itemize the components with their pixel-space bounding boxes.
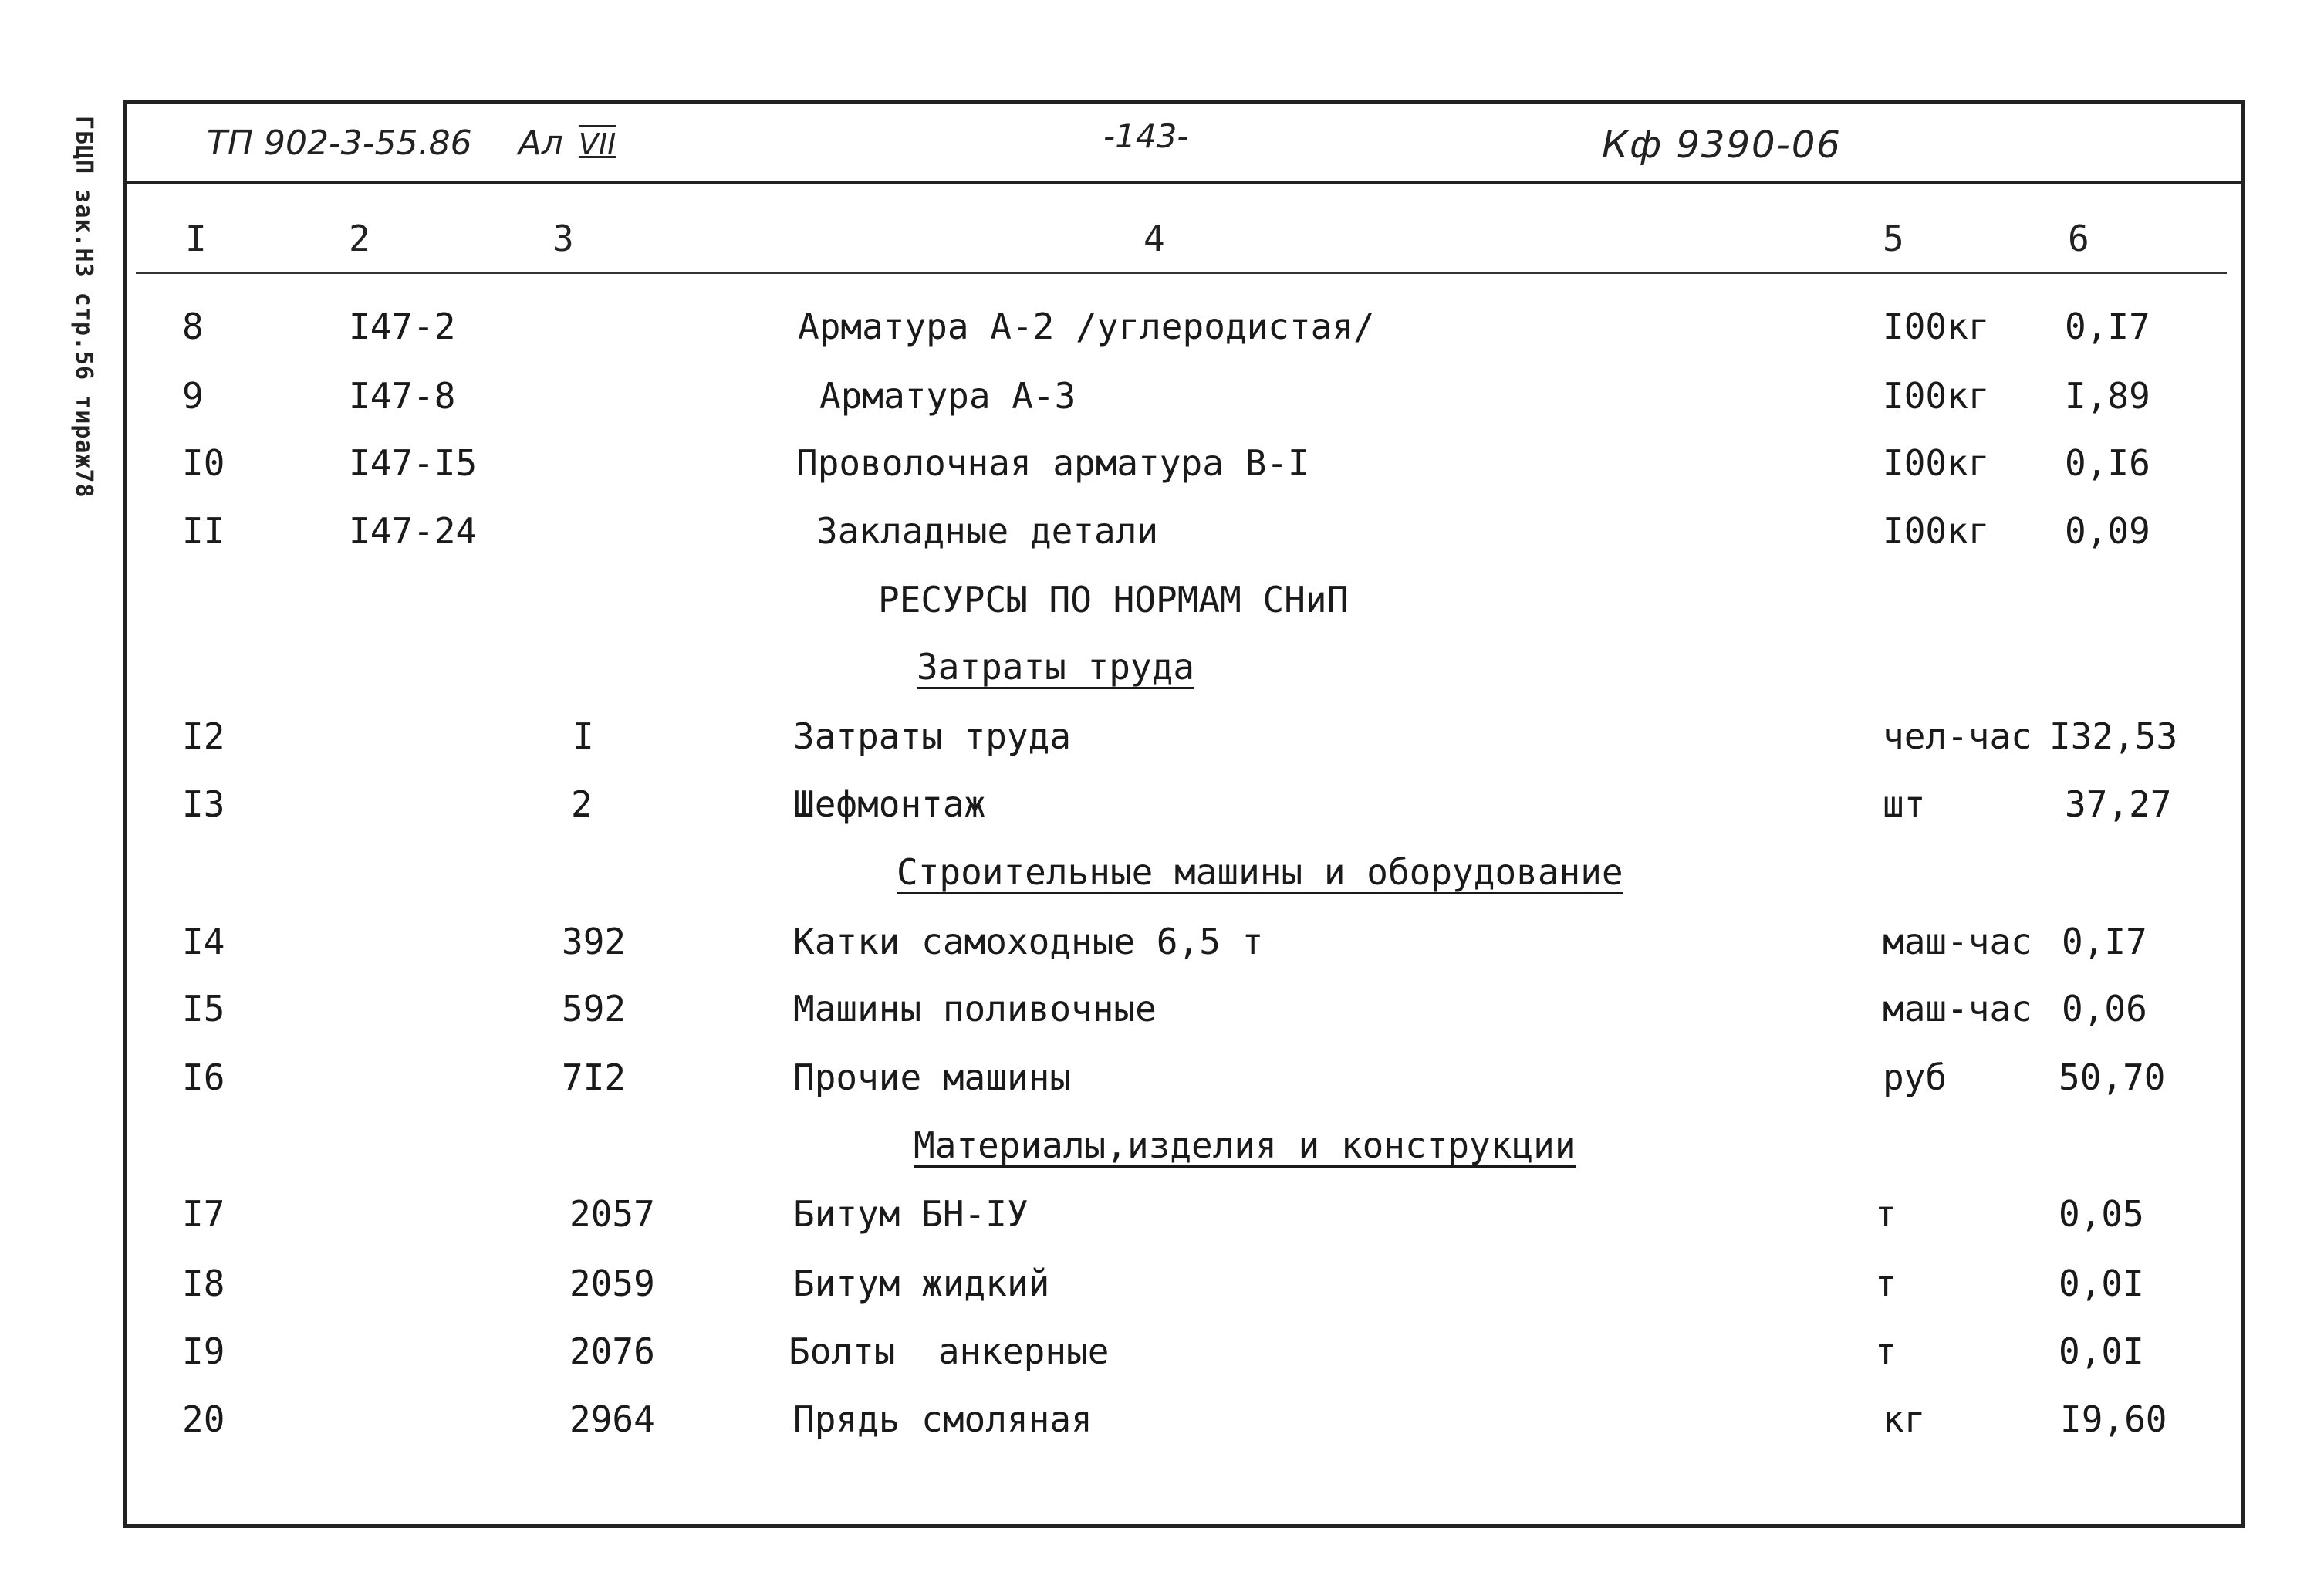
row-number: 9: [182, 375, 204, 417]
doc-code: ТП 902-3-55.86: [207, 123, 472, 163]
row-qty: I32,53: [2049, 715, 2178, 757]
row-qty: 0,0I: [2059, 1263, 2144, 1304]
row-number: II: [182, 510, 225, 552]
section-resources: [0, 569, 2324, 631]
row-number: I2: [182, 715, 225, 757]
section-labor-title: Затраты труда: [917, 646, 1195, 688]
row-number: 20: [182, 1398, 225, 1440]
table-row: [0, 773, 2324, 835]
row-unit: т: [1875, 1331, 1897, 1372]
row-code: I47-8: [349, 375, 456, 417]
column-header-6: 6: [2068, 218, 2089, 259]
page-number: -143-: [1103, 117, 1189, 155]
row-unit: I00кг: [1883, 442, 1990, 484]
row-name: Болты анкерные: [789, 1331, 1110, 1372]
row-name: Арматура А-2 /углеродистая/: [798, 306, 1375, 347]
table-row: [0, 296, 2324, 357]
row-qty: 0,I6: [2065, 442, 2150, 484]
row-qty: I,89: [2065, 375, 2150, 417]
column-header-divider: [136, 272, 2227, 274]
row-qty: 0,I7: [2065, 306, 2150, 347]
table-row: [0, 500, 2324, 562]
row-number: I3: [182, 783, 225, 825]
row-unit: I00кг: [1883, 510, 1990, 552]
table-row: [0, 1183, 2324, 1245]
table-row: [0, 365, 2324, 427]
table-row: [0, 1047, 2324, 1108]
table-row: [0, 911, 2324, 972]
row-resource-code: 2: [571, 783, 593, 825]
table-row: [0, 1320, 2324, 1382]
album-label: Ал: [518, 123, 563, 163]
row-qty: 50,70: [2059, 1057, 2166, 1098]
table-row: [0, 432, 2324, 494]
row-code: I47-I5: [349, 442, 478, 484]
row-number: 8: [182, 306, 204, 347]
row-unit: I00кг: [1883, 375, 1990, 417]
column-header-2: 2: [349, 218, 370, 259]
table-row: [0, 1388, 2324, 1450]
row-number: I7: [182, 1193, 225, 1235]
row-name: Битум жидкий: [793, 1263, 1050, 1304]
section-labor: [0, 636, 2324, 698]
row-name: Прочие машины: [793, 1057, 1072, 1098]
column-header-5: 5: [1883, 218, 1904, 259]
row-name: Шефмонтаж: [793, 783, 986, 825]
side-stamp-text: ГБЦП зак.Н3 стр.56 тираж78: [70, 116, 97, 499]
row-name: Закладные детали: [816, 510, 1159, 552]
row-qty: I9,60: [2060, 1398, 2167, 1440]
row-number: I5: [182, 988, 225, 1030]
album-number: VII: [578, 127, 616, 161]
doc-code-block: [207, 123, 616, 163]
row-qty: 0,05: [2059, 1193, 2144, 1235]
row-number: I4: [182, 921, 225, 962]
row-unit: I00кг: [1883, 306, 1990, 347]
row-resource-code: 392: [562, 921, 627, 962]
row-name: Арматура А-3: [819, 375, 1076, 417]
row-name: Машины поливочные: [793, 988, 1157, 1030]
section-materials-title: Материалы,изделия и конструкции: [914, 1124, 1576, 1166]
row-number: I0: [182, 442, 225, 484]
row-unit: маш-час: [1883, 921, 2032, 962]
section-machines-title: Строительные машины и оборудование: [897, 851, 1623, 893]
row-unit: маш-час: [1883, 988, 2032, 1030]
row-code: I47-2: [349, 306, 456, 347]
row-qty: 0,I7: [2062, 921, 2147, 962]
row-unit: т: [1875, 1263, 1897, 1304]
section-materials: [0, 1114, 2324, 1176]
row-unit: шт: [1883, 783, 1926, 825]
row-resource-code: 592: [562, 988, 627, 1030]
section-machines: [0, 841, 2324, 903]
column-header-1: I: [185, 218, 207, 259]
row-number: I6: [182, 1057, 225, 1098]
row-resource-code: 2057: [569, 1193, 655, 1235]
section-resources-title: РЕСУРСЫ ПО НОРМАМ СНиП: [878, 579, 1349, 620]
header-divider: [123, 181, 2244, 184]
table-row: [0, 978, 2324, 1040]
row-number: I9: [182, 1331, 225, 1372]
row-name: Катки самоходные 6,5 т: [793, 921, 1264, 962]
row-number: I8: [182, 1263, 225, 1304]
row-qty: 37,27: [2065, 783, 2172, 825]
row-name: Затраты труда: [793, 715, 1072, 757]
row-name: Прядь смоляная: [793, 1398, 1093, 1440]
row-qty: 0,09: [2065, 510, 2150, 552]
row-resource-code: 2964: [569, 1398, 655, 1440]
sheet-code: Кф 9390-06: [1602, 123, 1842, 167]
row-name: Проволочная арматура В-I: [796, 442, 1309, 484]
row-unit: т: [1875, 1193, 1897, 1235]
row-resource-code: 2076: [569, 1331, 655, 1372]
row-unit: руб: [1883, 1057, 1947, 1098]
column-header-4: 4: [1143, 218, 1165, 259]
row-qty: 0,0I: [2059, 1331, 2144, 1372]
row-unit: кг: [1883, 1398, 1926, 1440]
row-code: I47-24: [349, 510, 478, 552]
row-resource-code: I: [573, 715, 594, 757]
row-name: Битум БН-IУ: [793, 1193, 1029, 1235]
row-qty: 0,06: [2062, 988, 2147, 1030]
table-row: [0, 705, 2324, 767]
row-resource-code: 2059: [569, 1263, 655, 1304]
row-unit: чел-час: [1883, 715, 2032, 757]
row-resource-code: 7I2: [562, 1057, 627, 1098]
table-row: [0, 1253, 2324, 1314]
column-header-3: 3: [552, 218, 574, 259]
